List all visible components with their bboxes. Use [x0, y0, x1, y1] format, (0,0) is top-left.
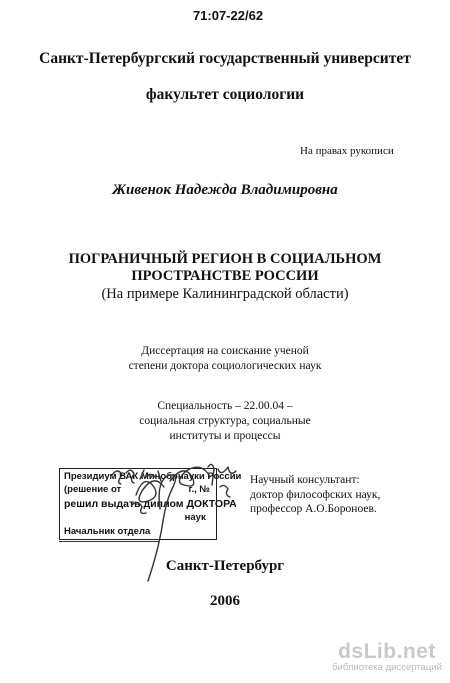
author-name: Живенок Надежда Владимировна: [112, 182, 338, 198]
faculty-name: факультет социологии: [145, 86, 305, 103]
watermark-logo: dsLib.net: [338, 640, 436, 663]
vak-stamp-line-5: Начальник отдела: [64, 526, 151, 537]
advisor-line-3: профессор А.О.Бороноев.: [250, 503, 377, 515]
dslib-watermark: [328, 640, 446, 673]
title-line-1: ПОГРАНИЧНЫЙ РЕГИОН В СОЦИАЛЬНОМ: [68, 251, 382, 267]
title-subtitle: (На примере Калининградской области): [101, 286, 349, 302]
specialty-line-1: Специальность – 22.00.04 –: [157, 400, 293, 412]
specialty-line-3: институты и процессы: [169, 430, 281, 442]
advisor-line-1: Научный консультант:: [250, 474, 360, 486]
vak-stamp-line-3: решил выдать диплом ДОКТОРА: [64, 498, 237, 510]
advisor-line-2: доктор философских наук,: [250, 488, 381, 501]
dissertation-line-2: степени доктора социологических наук: [128, 360, 322, 372]
specialty-line-2: социальная структура, социальные: [139, 415, 311, 427]
vak-stamp-line-1: Президиум ВАК Минобрнауки России: [64, 471, 242, 482]
vak-decision-suffix: г., №: [188, 484, 210, 495]
university-name: Санкт-Петербургский государственный университет: [39, 50, 411, 67]
watermark-subtitle: библиотека диссертаций: [332, 662, 442, 673]
year: 2006: [210, 593, 240, 609]
dissertation-line-1: Диссертация на соискание ученой: [141, 345, 309, 357]
title-line-2: ПРОСТРАНСТВЕ РОССИИ: [131, 268, 319, 284]
archive-stamp-number: 71:07-22/62: [192, 8, 264, 23]
vak-science-suffix: наук: [184, 512, 206, 523]
city: Санкт-Петербург: [165, 558, 285, 574]
vak-decision-prefix: (решение от: [64, 484, 122, 495]
scientific-advisor: [250, 473, 380, 517]
manuscript-rights-note: На правах рукописи: [300, 145, 394, 157]
